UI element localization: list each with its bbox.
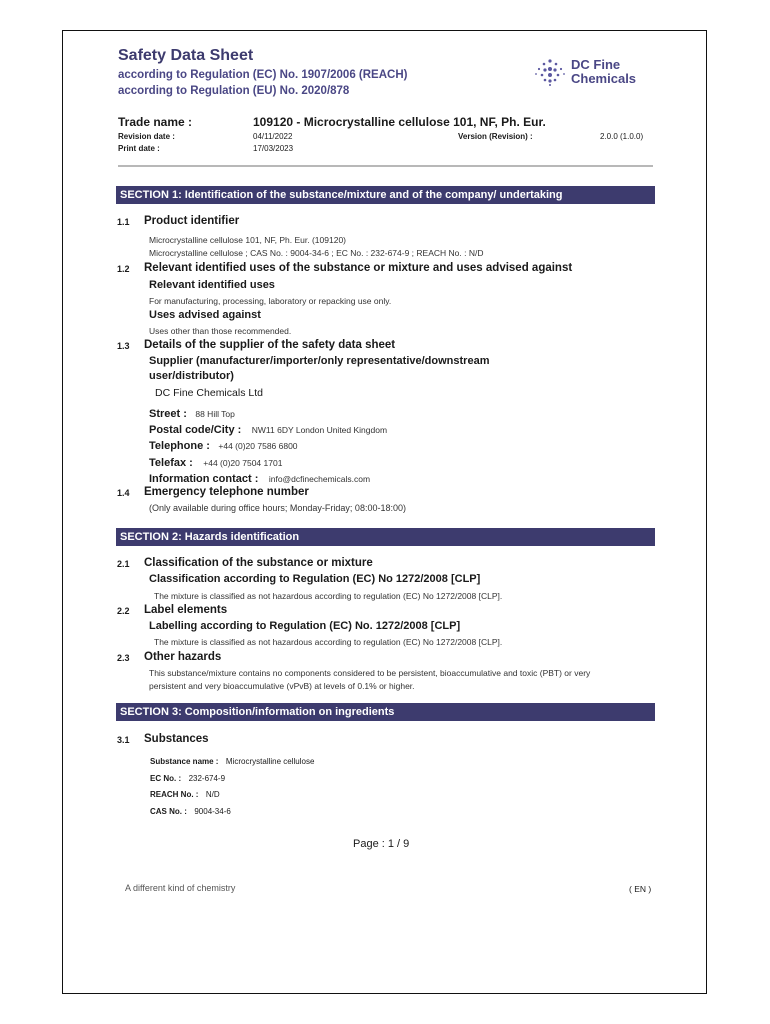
supplier-heading: Supplier (manufacturer/importer/only representative/downstream [149,355,490,367]
uses-advised-against-text: Uses other than those recommended. [149,326,292,336]
section-1-2-number: 1.2 [117,264,130,274]
section-2-1-number: 2.1 [117,559,130,569]
section-1-4-title: Emergency telephone number [144,486,309,498]
section-1-3-number: 1.3 [117,341,130,351]
labelling-clp-text: The mixture is classified as not hazardous according to regulation (EC) No 1272/2008 [CLP]. [154,637,503,647]
section-3-header: SECTION 3: Composition/information on ingredients [116,703,655,721]
section-2-3-number: 2.3 [117,653,130,663]
telefax-label: Telefax : [149,457,193,469]
language-code: ( EN ) [629,884,652,894]
uses-advised-against-heading: Uses advised against [149,309,261,321]
classification-clp-text: The mixture is classified as not hazardous according to regulation (EC) No 1272/2008 [CLP]. [154,591,503,601]
revision-date-label: Revision date : [118,132,175,141]
revision-date-value: 04/11/2022 [253,132,293,141]
page-number: Page : 1 / 9 [353,838,410,850]
trade-name-label: Trade name : [118,115,193,129]
print-date-value: 17/03/2023 [253,144,294,153]
postal-label: Postal code/City : [149,424,242,436]
telephone-row [149,436,298,454]
substance-name-label: Substance name : [150,757,219,766]
version-label: Version (Revision) : [458,132,533,141]
section-1-1-number: 1.1 [117,217,130,227]
ec-number-value: 232-674-9 [188,774,226,783]
reach-number-row [150,784,220,802]
reach-number-value: N/D [205,790,220,799]
logo-text-line2: Chemicals [571,71,637,86]
section-3-1-number: 3.1 [117,735,130,745]
cas-number-value: 9004-34-6 [194,807,231,816]
section-2-2-title: Label elements [144,604,228,616]
identified-uses-text: For manufacturing, processing, laboratory or repacking use only. [149,296,392,306]
section-1-4-number: 1.4 [117,488,130,498]
sds-page [62,30,707,994]
document-title: Safety Data Sheet [118,47,254,64]
information-contact-row [149,469,370,487]
company-logo [533,57,653,89]
logo-dots-icon [533,57,567,87]
section-1-2-title: Relevant identified uses of the substance or mixture and uses advised against [144,262,573,274]
section-2-2-number: 2.2 [117,606,130,616]
product-ids-line: Microcrystalline cellulose ; CAS No. : 9004-34-6 ; EC No. : 232-674-9 ; REACH No. : N/D [149,248,484,258]
print-date-label: Print date : [118,144,160,153]
telefax-value: +44 (0)20 7504 1701 [203,458,283,468]
street-label: Street : [149,408,187,420]
section-2-1-title: Classification of the substance or mixture [144,557,373,569]
other-hazards-text-1: This substance/mixture contains no components considered to be persistent, bioaccumulative and toxic (PBT) or very [149,668,591,678]
cas-number-label: CAS No. : [150,807,187,816]
ec-number-label: EC No. : [150,774,182,783]
postal-value: NW11 6DY London United Kingdom [251,425,388,435]
substance-name-value: Microcrystalline cellulose [225,757,315,766]
footer-tagline: A different kind of chemistry [125,883,236,893]
information-contact-label: Information contact : [149,473,259,485]
regulation-line-1: according to Regulation (EC) No. 1907/2006 (REACH) [118,69,408,81]
version-value: 2.0.0 (1.0.0) [600,132,644,141]
logo-text-line1: DC Fine [571,57,621,72]
reach-number-label: REACH No. : [150,790,199,799]
section-1-1-title: Product identifier [144,215,240,227]
classification-clp-heading: Classification according to Regulation (EC) No 1272/2008 [CLP] [149,573,481,585]
telephone-label: Telephone : [149,440,210,452]
telephone-value: +44 (0)20 7586 6800 [218,441,298,451]
other-hazards-text-2: persistent and very bioaccumulative (vPvB) at levels of 0.1% or higher. [149,681,415,691]
product-name-line: Microcrystalline cellulose 101, NF, Ph. Eur. (109120) [149,235,347,245]
section-1-3-title: Details of the supplier of the safety data sheet [144,339,396,351]
labelling-clp-heading: Labelling according to Regulation (EC) No. 1272/2008 [CLP] [149,620,461,632]
emergency-hours-text: (Only available during office hours; Monday-Friday; 08:00-18:00) [149,503,406,513]
regulation-line-2: according to Regulation (EU) No. 2020/878 [118,85,350,97]
identified-uses-heading: Relevant identified uses [149,279,275,291]
company-name: DC Fine Chemicals Ltd [155,387,263,399]
trade-name-value: 109120 - Microcrystalline cellulose 101, NF, Ph. Eur. [253,115,546,129]
supplier-heading-cont: user/distributor) [149,370,234,382]
section-1-header: SECTION 1: Identification of the substance/mixture and of the company/ undertaking [116,186,655,204]
header-divider [118,165,653,167]
substance-name-row [150,751,314,769]
section-3-1-title: Substances [144,733,209,745]
section-2-3-title: Other hazards [144,651,222,663]
cas-number-row [150,801,231,819]
information-contact-email[interactable]: info@dcfinechemicals.com [268,474,371,484]
street-value: 88 Hill Top [195,409,235,419]
section-2-header: SECTION 2: Hazards identification [116,528,655,546]
